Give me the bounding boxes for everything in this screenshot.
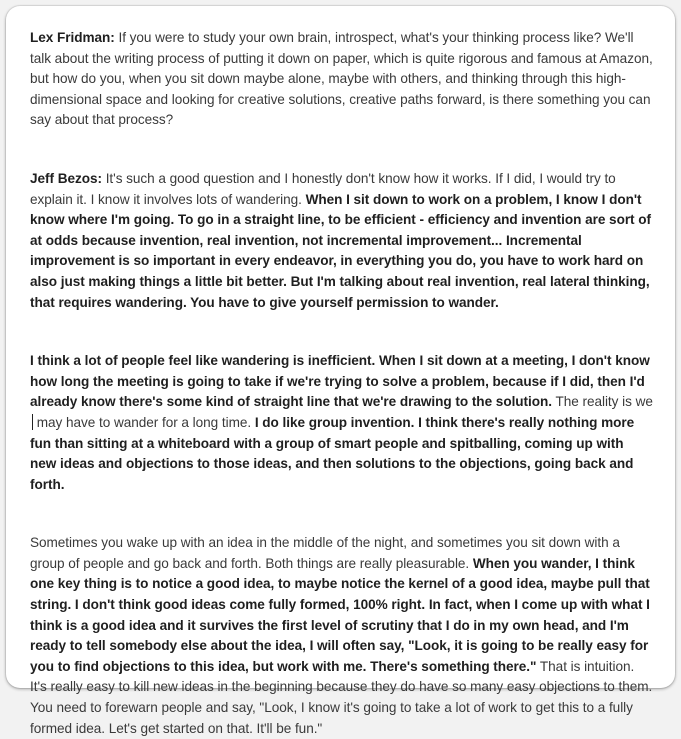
paragraph-bezos-answer-1 [30, 169, 653, 313]
paragraph-text: It's such a good question and I honestly don't know how it works. If I did, I would try to explain it. I know it involves lots of wandering. [30, 170, 616, 207]
paragraph-text: Sometimes you wake up with an idea in the middle of the night, and sometimes you sit down with a group of people and go back and forth. Both things are really pleasurable. [30, 535, 620, 571]
paragraph-bezos-answer-3 [30, 533, 653, 739]
paragraph-bezos-answer-2 [30, 351, 653, 495]
speaker-name: Lex Fridman: [30, 30, 115, 45]
highlighted-text: When you wander, I think one key thing is to notice a good idea, to maybe notice the kernel of a good idea, maybe pull that string. I don't think good ideas come fully formed, 100% right. In fact, when I come up with what I think is a good idea and it survives the first level of scrutiny that I do in my own head, and I'm ready to tell somebody else about the idea, I will often say, "Look, it is going to be really easy for you to find objections to this idea, but work with me. There's something there." [30, 555, 650, 674]
paragraph-lex-question [30, 28, 653, 131]
highlighted-text: When I sit down to work on a problem, I know I don't know where I'm going. To go in a straight line, to be efficient - efficiency and invention are sort of at odds because invention, real invention, not incremental improvement... Incremental improvement is so important in every endeavor, in everything you do, you have to work hard on also just making things a little bit better. But I'm talking about real invention, real lateral thinking, that requires wandering. You have to give yourself permission to wander. [30, 191, 651, 310]
transcript-card [6, 6, 675, 736]
paragraph-text: The reality is we [552, 394, 653, 410]
paragraph-text: may have to wander for a long time. [33, 414, 255, 430]
speaker-name: Jeff Bezos: [30, 170, 102, 186]
highlighted-text: I do like group invention. I think there's really nothing more fun than sitting at a whiteboard with a group of smart people and spitballing, coming up with new ideas and objections to those ideas, and then solutions to the objections, going back and forth. [30, 414, 635, 492]
highlighted-text: I think a lot of people feel like wandering is inefficient. When I sit down at a meeting, I don't know how long the meeting is going to take if we're trying to solve a problem, because if I did, then I'd already know there's some kind of straight line that we're drawing to the solution. [30, 353, 650, 410]
paragraph-text: If you were to study your own brain, introspect, what's your thinking process like? We'll talk about the writing process of putting it down on paper, which is quite rigorous and famous at Amazon, but how do you, when you sit down maybe alone, maybe with others, and thinking through this high-dimensional space and looking for creative solutions, creative paths forward, is there something you can say about that process? [30, 30, 653, 128]
paragraph-text: That is intuition. It's really easy to kill new ideas in the beginning because they do have so many easy objections to them. You need to forewarn people and say, "Look, I know it's going to take a lot of work to get this to a fully formed idea. Let's get started on that. It'll be fun." [30, 658, 653, 736]
